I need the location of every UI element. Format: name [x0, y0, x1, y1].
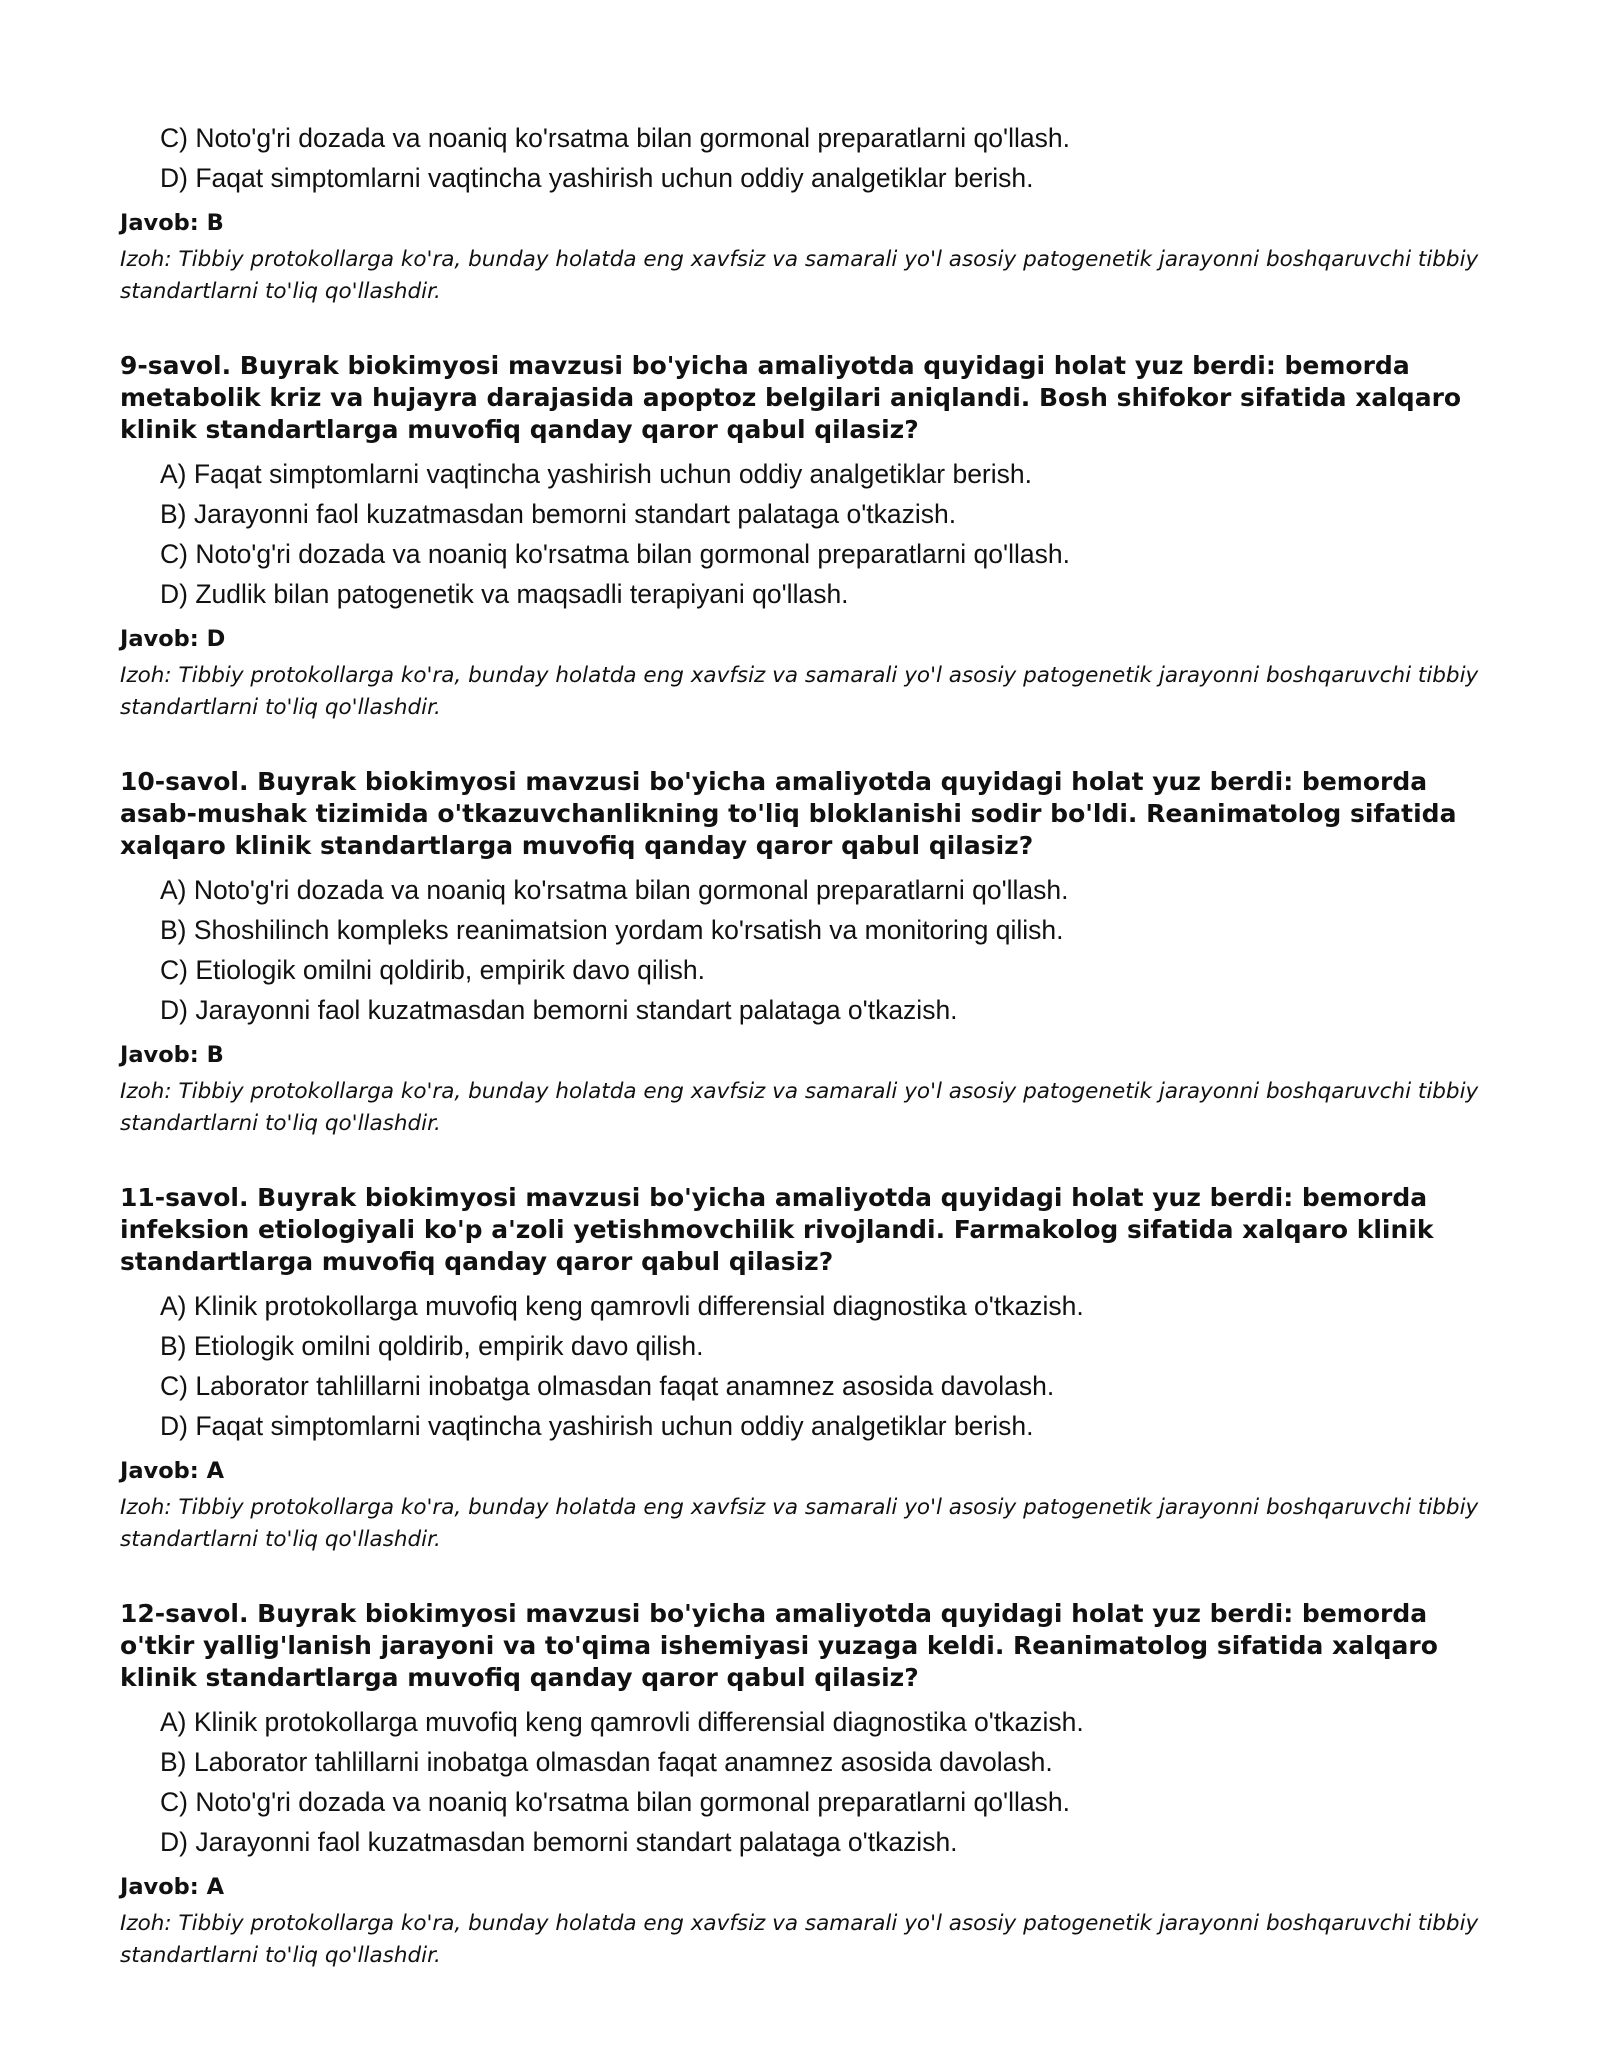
- answer-label: Javob: D: [120, 626, 226, 652]
- answer-label: Javob: B: [120, 210, 224, 236]
- question-8-tail: [120, 118, 1480, 307]
- explanation-note: Izoh: Tibbiy protokollarga ko'ra, bunday holatda eng xavfsiz va samarali yo'l asosiy patogenetik jarayonni boshqaruvchi tibbiy standartlarni to'liq qo'llashdir.: [120, 247, 1479, 304]
- question-10: [120, 766, 1480, 1139]
- option-d: D) Jarayonni faol kuzatmasdan bemorni standart palataga o'tkazish.: [160, 995, 958, 1025]
- options-list: [120, 870, 1480, 1030]
- explanation-note: Izoh: Tibbiy protokollarga ko'ra, bunday holatda eng xavfsiz va samarali yo'l asosiy patogenetik jarayonni boshqaruvchi tibbiy standartlarni to'liq qo'llashdir.: [120, 663, 1479, 720]
- option-d: D) Faqat simptomlarni vaqtincha yashirish uchun oddiy analgetiklar berish.: [160, 1411, 1034, 1441]
- question-text: 11-savol. Buyrak biokimyosi mavzusi bo'yicha amaliyotda quyidagi holat yuz berdi: bemorda infeksion etiologiyali ko'p a'zoli yetishmovchilik rivojlandi. Farmakolog sifatida xalqaro klinik standartlarga muvofiq qanday qaror qabul qilasiz?: [120, 1183, 1434, 1276]
- explanation-note: Izoh: Tibbiy protokollarga ko'ra, bunday holatda eng xavfsiz va samarali yo'l asosiy patogenetik jarayonni boshqaruvchi tibbiy standartlarni to'liq qo'llashdir.: [120, 1079, 1479, 1136]
- option-b: B) Jarayonni faol kuzatmasdan bemorni standart palataga o'tkazish.: [160, 499, 957, 529]
- question-12: [120, 1598, 1480, 1971]
- question-text: 9-savol. Buyrak biokimyosi mavzusi bo'yicha amaliyotda quyidagi holat yuz berdi: bemorda metabolik kriz va hujayra darajasida apoptoz belgilari aniqlandi. Bosh shifokor sifatida xalqaro klinik standartlarga muvofiq qanday qaror qabul qilasiz?: [120, 351, 1462, 444]
- option-c: C) Laborator tahlillarni inobatga olmasdan faqat anamnez asosida davolash.: [160, 1371, 1055, 1401]
- options-list: [120, 1286, 1480, 1446]
- question-text: 12-savol. Buyrak biokimyosi mavzusi bo'yicha amaliyotda quyidagi holat yuz berdi: bemorda o'tkir yallig'lanish jarayoni va to'qima ishemiyasi yuzaga keldi. Reanimatolog sifatida xalqaro klinik standartlarga muvofiq qanday qaror qabul qilasiz?: [120, 1599, 1438, 1692]
- question-9: [120, 350, 1480, 723]
- answer-label: Javob: A: [120, 1874, 225, 1900]
- document-page: [120, 118, 1480, 1971]
- option-a: A) Klinik protokollarga muvofiq keng qamrovli differensial diagnostika o'tkazish.: [160, 1707, 1084, 1737]
- answer-label: Javob: B: [120, 1042, 224, 1068]
- option-a: A) Klinik protokollarga muvofiq keng qamrovli differensial diagnostika o'tkazish.: [160, 1291, 1084, 1321]
- option-a: A) Noto'g'ri dozada va noaniq ko'rsatma bilan gormonal preparatlarni qo'llash.: [160, 875, 1069, 905]
- option-d: D) Faqat simptomlarni vaqtincha yashirish uchun oddiy analgetiklar berish.: [160, 163, 1034, 193]
- option-b: B) Etiologik omilni qoldirib, empirik davo qilish.: [160, 1331, 704, 1361]
- option-c: C) Noto'g'ri dozada va noaniq ko'rsatma bilan gormonal preparatlarni qo'llash.: [160, 539, 1070, 569]
- options-list: [120, 1702, 1480, 1862]
- option-c: C) Noto'g'ri dozada va noaniq ko'rsatma bilan gormonal preparatlarni qo'llash.: [160, 1787, 1070, 1817]
- question-text: 10-savol. Buyrak biokimyosi mavzusi bo'yicha amaliyotda quyidagi holat yuz berdi: bemorda asab-mushak tizimida o'tkazuvchanlikning to'liq bloklanishi sodir bo'ldi. Reanimatolog sifatida xalqaro klinik standartlarga muvofiq qanday qaror qabul qilasiz?: [120, 767, 1457, 860]
- explanation-note: Izoh: Tibbiy protokollarga ko'ra, bunday holatda eng xavfsiz va samarali yo'l asosiy patogenetik jarayonni boshqaruvchi tibbiy standartlarni to'liq qo'llashdir.: [120, 1911, 1479, 1968]
- options-list: [120, 118, 1480, 198]
- option-d: D) Zudlik bilan patogenetik va maqsadli terapiyani qo'llash.: [160, 579, 849, 609]
- answer-label: Javob: A: [120, 1458, 225, 1484]
- question-11: [120, 1182, 1480, 1555]
- option-b: B) Shoshilinch kompleks reanimatsion yordam ko'rsatish va monitoring qilish.: [160, 915, 1064, 945]
- option-c: C) Noto'g'ri dozada va noaniq ko'rsatma bilan gormonal preparatlarni qo'llash.: [160, 123, 1070, 153]
- explanation-note: Izoh: Tibbiy protokollarga ko'ra, bunday holatda eng xavfsiz va samarali yo'l asosiy patogenetik jarayonni boshqaruvchi tibbiy standartlarni to'liq qo'llashdir.: [120, 1495, 1479, 1552]
- option-c: C) Etiologik omilni qoldirib, empirik davo qilish.: [160, 955, 705, 985]
- option-b: B) Laborator tahlillarni inobatga olmasdan faqat anamnez asosida davolash.: [160, 1747, 1053, 1777]
- options-list: [120, 454, 1480, 614]
- option-d: D) Jarayonni faol kuzatmasdan bemorni standart palataga o'tkazish.: [160, 1827, 958, 1857]
- option-a: A) Faqat simptomlarni vaqtincha yashirish uchun oddiy analgetiklar berish.: [160, 459, 1032, 489]
